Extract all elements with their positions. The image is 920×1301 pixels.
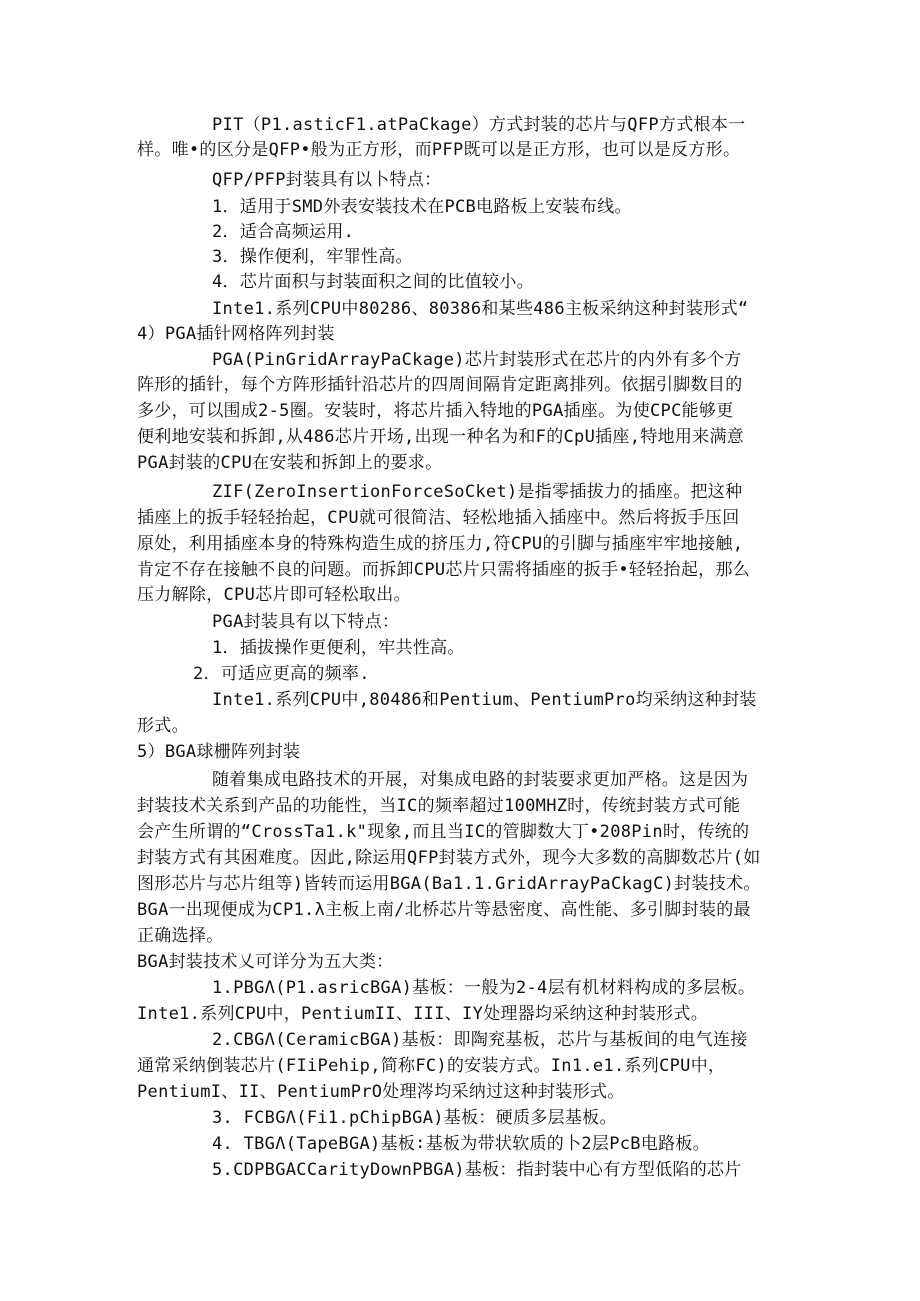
paragraph-line: BGA封装技术乂可详分为五大类： (137, 952, 394, 972)
paragraph-line: 压力解除，CPU芯片即可轻松取出。 (137, 585, 411, 605)
list-item: 2.CBGΛ(CeramicBGA)基板：即陶兖基板，芯片与基板间的电气连接 (212, 1030, 748, 1050)
paragraph-line: 通常采纳倒装芯片(FIiPehip,简称FC)的安装方式。In1.e1.系列CPU中， (137, 1056, 726, 1076)
list-item: 1.PBGΛ(P1.asricBGA)基板：一般为2-4层有机材料构成的多层板。 (212, 978, 756, 998)
paragraph-line: 插座上的扳手轻轻抬起，CPU就可很简洁、轻松地插入插座中。然后将扳手压回 (137, 508, 740, 528)
paragraph-line: 原处，利用插座本身的特殊构造生成的挤压力,符CPU的引脚与插座牢牢地接触, (137, 534, 744, 554)
list-item: 3．操作便利，牢罪性高。 (212, 247, 413, 267)
list-item: 1．插拔操作更便利，牢共性高。 (212, 638, 465, 658)
list-item: 3. FCBGΛ(Fi1.pChipBGA)基板：硬质多层基板。 (212, 1108, 617, 1128)
paragraph-line: PGA封装具有以下特点： (212, 612, 400, 632)
paragraph-line: QFP/PFP封装具有以卜特点： (212, 170, 442, 190)
paragraph-line: PIT（P1.asticF1.atPaCkage）方式封装的芯片与QFP方式根本一 (212, 115, 746, 135)
paragraph-line: 便利地安装和拆卸,从486芯片开场,出现一种名为和F的CpU插座,特地用来满意 (137, 427, 745, 447)
paragraph-line: PGA封装的CPU在安装和拆卸上的要求。 (137, 453, 443, 473)
paragraph-line: 封装方式有其困难度。因此,除运用QFP封装方式外，现今大多数的高脚数芯片(如 (137, 848, 761, 868)
section-heading: 4）PGA插针网格阵列封装 (137, 324, 335, 344)
paragraph-line: 会产生所谓的“CrossTa1.k"现象,而且当IC的管脚数大丁•208Pin时，传统的 (137, 822, 750, 842)
paragraph-line: Inte1.系列CPU中80286、80386和某些486主板采纳这种封装形式“ (212, 299, 749, 319)
list-item: 4. TBGΛ(TapeBGA)基板∶基板为带状软质的卜2层PcB电路板。 (212, 1134, 711, 1154)
paragraph-line: 封装技术关系到产品的功能性，当IC的频率超过100MHZ时，传统封装方式可能 (137, 796, 741, 816)
paragraph-line: Inte1.系列CPU中，PentiumII、III、IY处理器均采纳这种封装形式。 (137, 1004, 709, 1024)
paragraph-line: BGA一出现便成为CP1.λ主板上南/北桥芯片等悬密度、高性能、多引脚封装的最 (137, 900, 751, 920)
list-item: 2．适合高频运用. (212, 222, 355, 242)
section-heading: 5）BGA球栅阵列封装 (137, 742, 301, 762)
paragraph-line: 样。唯•的区分是QFP•般为正方形，而PFP既可以是正方形，也可以是反方形。 (137, 140, 741, 160)
paragraph-line: Inte1.系列CPU中,80486和Pentium、PentiumPro均采纳这种封装 (212, 690, 757, 710)
paragraph-line: 随着集成电路技术的开展，对集成电路的封装要求更加严格。这是因为 (212, 770, 749, 790)
paragraph-line: PGA(PinGridArrayPaCkage)芯片封装形式在芯片的内外有多个方 (212, 350, 742, 370)
paragraph-line: ZIF(ZeroInsertionForceSoCket)是指零插拔力的插座。把这种 (212, 482, 743, 502)
paragraph-line: 阵形的插针，每个方阵形插针沿芯片的四周间隔肯定距离排列。依据引脚数目的 (137, 375, 743, 395)
paragraph-line: 图形芯片与芯片组等)皆转而运用BGA(Ba1.1.GridArrayPaCkagC)封装技术。 (137, 874, 761, 894)
paragraph-line: 肯定不存在接触不良的问题。而拆卸CPU芯片只需将插座的扳手•轻轻抬起，那么 (137, 560, 751, 580)
list-item: 2．可适应更高的频率. (193, 664, 370, 684)
list-item: 5.CDPBGACCarityDownPBGA)基板：指封装中心有方型低陷的芯片 (212, 1160, 742, 1180)
list-item: 1．适用于SMD外表安装技术在PCB电路板上安装布线。 (212, 197, 632, 217)
paragraph-line: 多少，可以围成2-5圈。安装时，将芯片插入特地的PGA插座。为使CPC能够更 (137, 401, 734, 421)
list-item: 4．芯片面积与封装面积之间的比值较小。 (212, 272, 534, 292)
paragraph-line: 形式。 (137, 716, 189, 736)
paragraph-line: PentiumI、II、PentiumPrO处理涔均采纳过这种封装形式。 (137, 1082, 625, 1102)
paragraph-line: 正确选择。 (137, 926, 224, 946)
